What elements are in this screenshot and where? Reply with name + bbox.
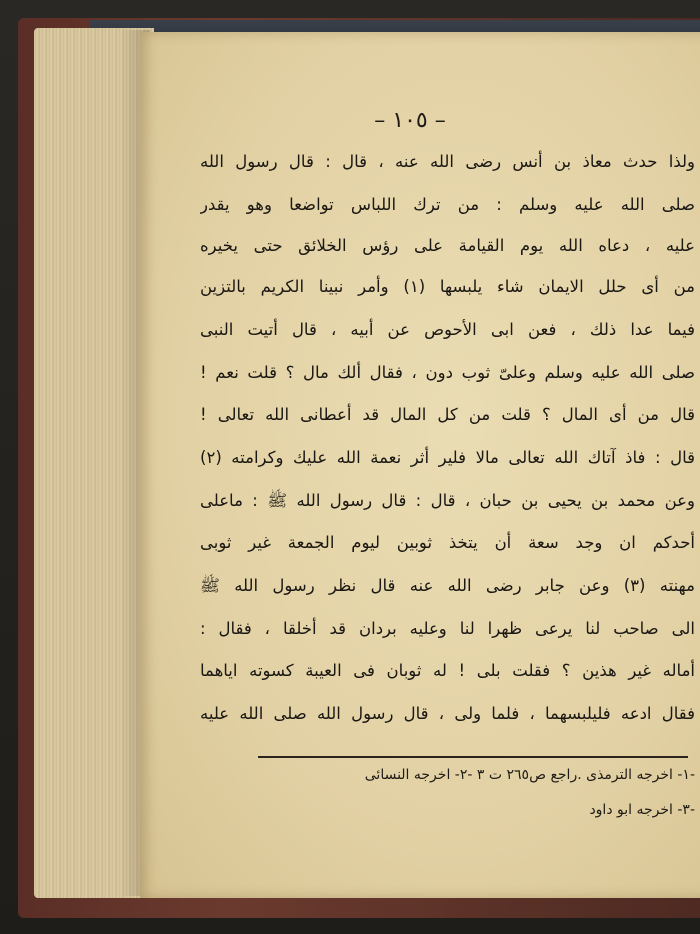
text-line: صلى الله عليه وسلم : من ترك اللباس تواضعا وهو يقدر <box>200 195 695 214</box>
text-line: أحدكم ان وجد سعة أن يتخذ ثوبين ليوم الجمعة غير ثوبى <box>200 533 695 552</box>
footnote-line: -١- اخرجه الترمذى .راجع ص٢٦٥ ت ٣ -٢- اخرجه النسائى <box>364 767 695 783</box>
text-line: وعن محمد بن يحيى بن حبان ، قال : قال رسول الله ﷺ : ماعلى <box>200 491 695 510</box>
text-line: فيما عدا ذلك ، فعن ابى الأحوص عن أبيه ، قال أتيت النبى <box>200 320 695 339</box>
text-line: عليه ، دعاه الله يوم القيامة على رؤس الخلائق حتى يخيره <box>200 236 695 255</box>
text-line: قال : فاذ آتاك الله تعالى مالا فلير أثر نعمة الله عليك وكرامته (٢) <box>200 448 695 467</box>
text-line: أماله غير هذين ؟ فقلت بلى ! له ثوبان فى العيبة كسوته اياهما <box>200 661 695 680</box>
text-line: فقال ادعه فليلبسهما ، فلما ولى ، قال رسول الله صلى الله عليه <box>200 704 695 723</box>
text-line: الى صاحب لنا يرعى ظهرا لنا وعليه بردان قد أخلقا ، فقال : <box>200 619 695 638</box>
text-line: صلى الله عليه وسلم وعلىّ ثوب دون ، فقال ألك مال ؟ قلت نعم ! <box>200 363 695 382</box>
text-line: ولذا حدث معاذ بن أنس رضى الله عنه ، قال : قال رسول الله <box>200 152 695 171</box>
footnote-divider <box>258 756 688 758</box>
page-number: – ١٠٥ – <box>374 108 446 133</box>
text-line: من أى حلل الايمان شاء يلبسها (١) وأمر نبينا الكريم بالتزين <box>200 277 695 296</box>
text-line: قال من أى المال ؟ قلت من كل المال قد أعطانى الله تعالى ! <box>200 405 695 424</box>
footnote-line: -٣- اخرجه ابو داود <box>589 802 695 818</box>
text-line: مهنته (٣) وعن جابر رضى الله عنه قال نظر رسول الله ﷺ <box>200 576 695 595</box>
